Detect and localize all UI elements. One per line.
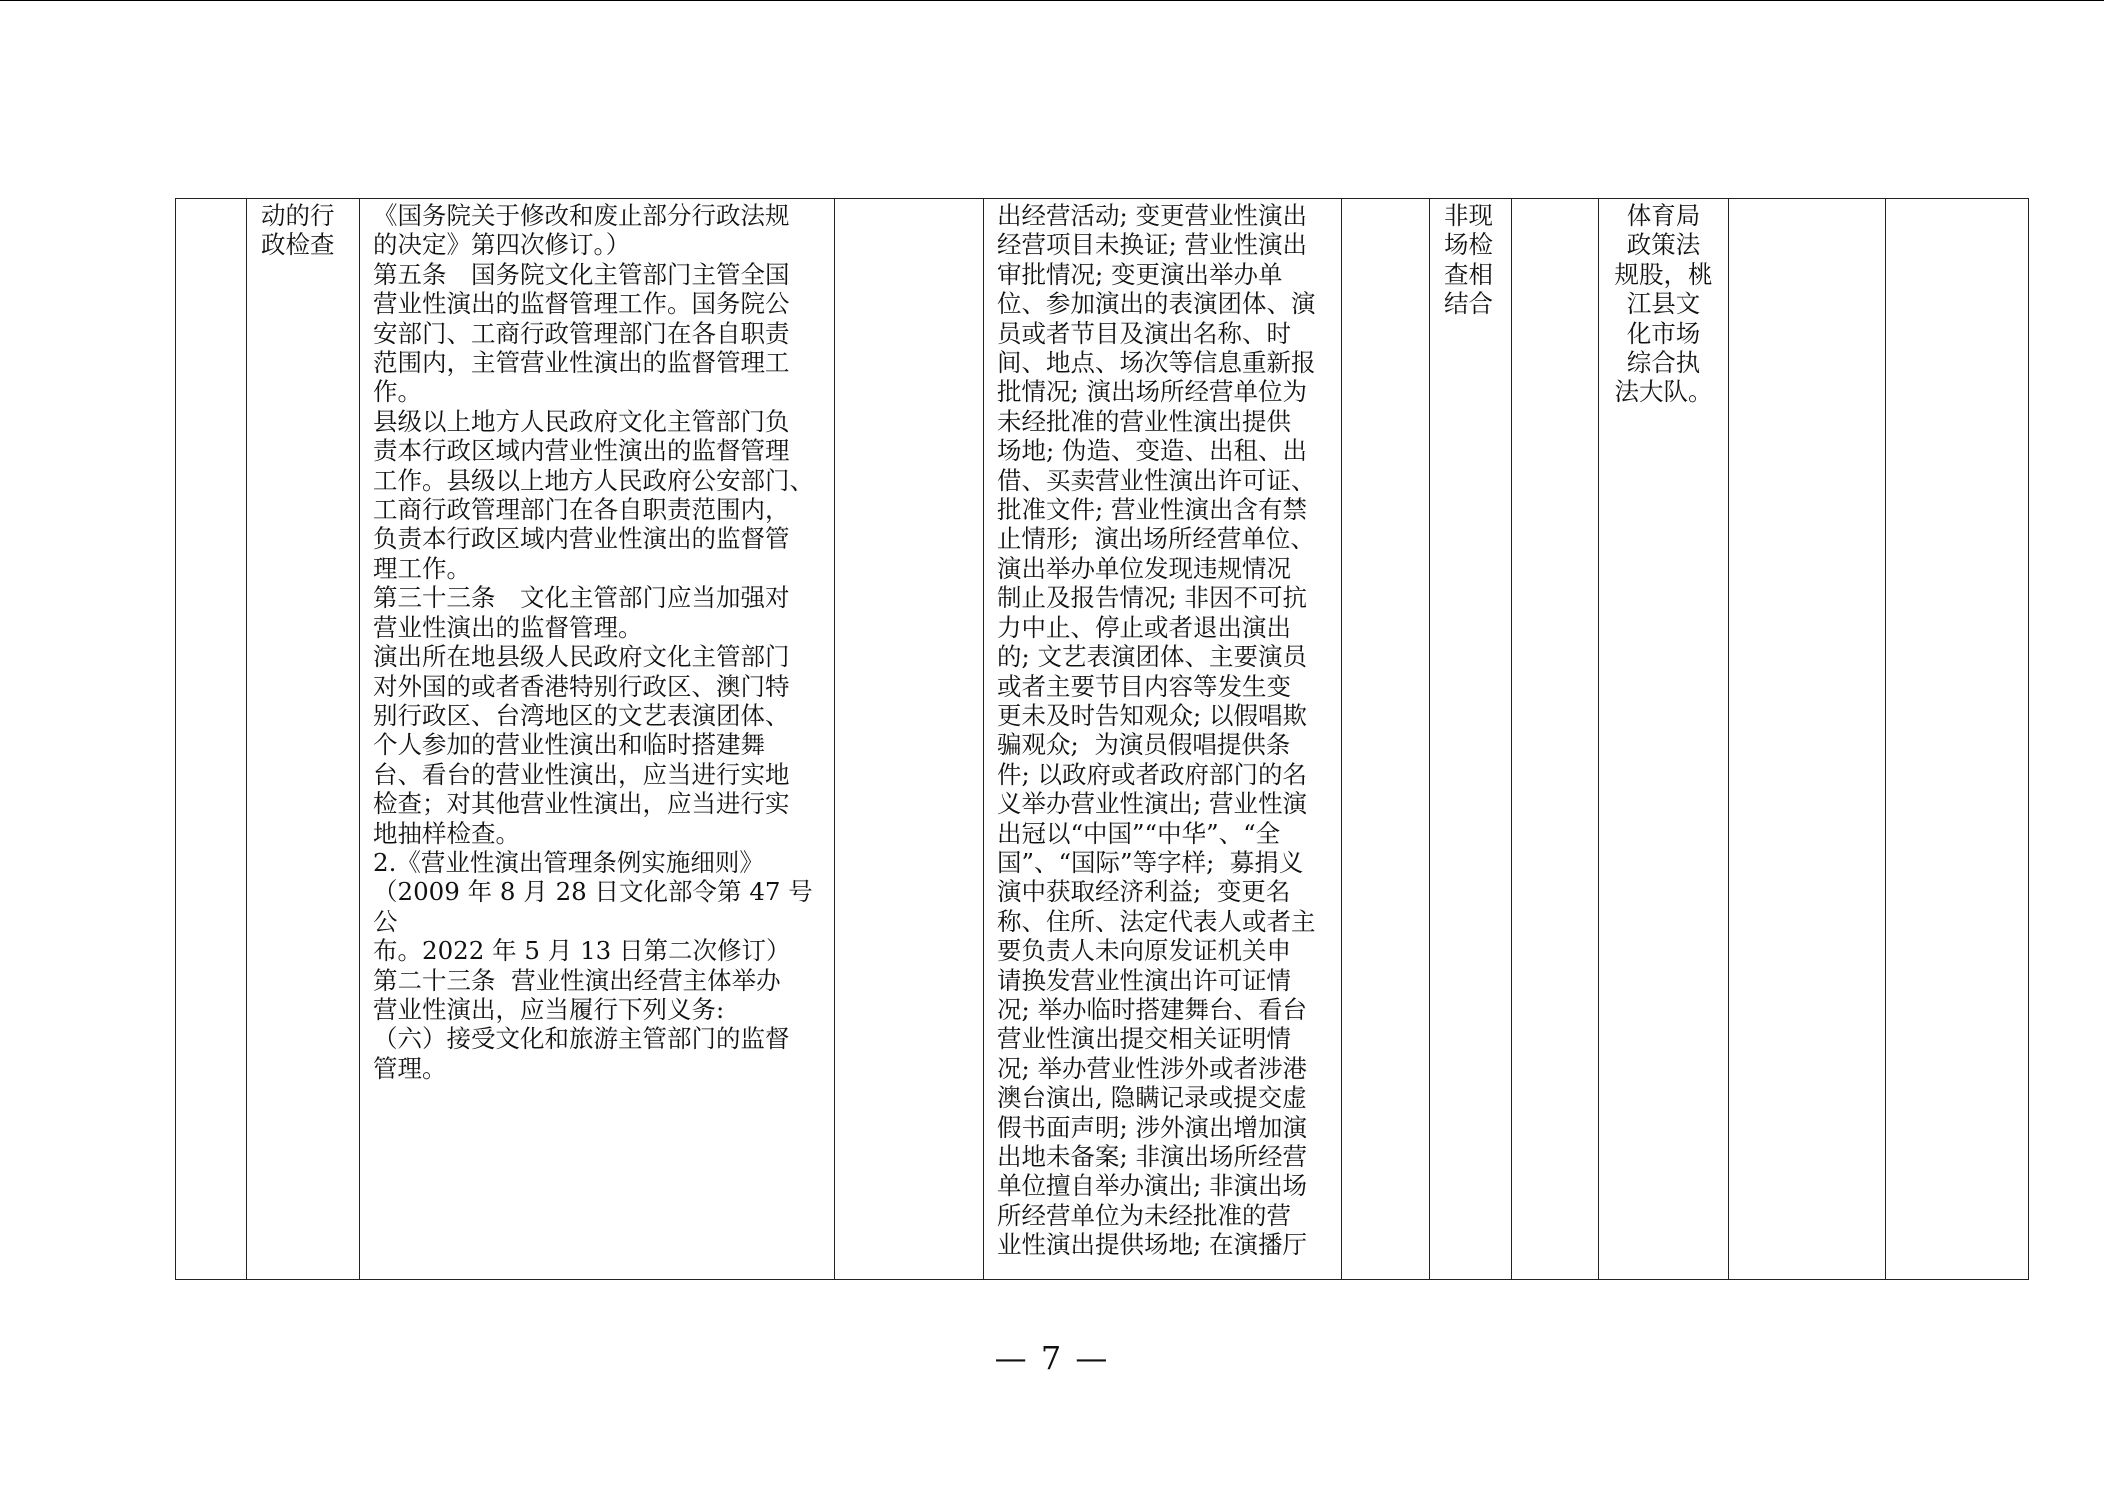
cell-empty-col-11 — [1886, 199, 2029, 1280]
cell-check-content — [984, 199, 1342, 1280]
cell-item-name — [247, 199, 360, 1280]
check-content-text: 出经营活动; 变更营业性演出 经营项目未换证; 营业性演出 审批情况; 变更演出举办单 位、参加演出的表演团体、演 员或者节目及演出名称、时 间、地点、场次等信息重新报 批情况; 演出场所经营单位为 未经批准的营业性演出提供 场地; 伪造、变造、出租、出 借、买卖营业性演出许可证、 批准文件; 营业性演出含有禁 止情形; 演出场所经营单位、 演出举办单位发现违规情况 制止及报告情况; 非因不可抗 力中止、停止或者退出演出 的; 文艺表演团体、主要演员 或者主要节目内容等发生变 更未及时告知观众; 以假唱欺 骗观众; 为演员假唱提供条 件; 以政府或者政府部门的名 义举办营业性演出; 营业性演 出冠以“中国”“中华”、“全 国”、“国际”等字样; 募捐义 演中获取经济利益; 变更名 称、住所、法定代表人或者主 要负责人未向原发证机关申 请换发营业性演出许可证情 况; 举办临时搭建舞台、看台 营业性演出提交相关证明情 况; 举办营业性涉外或者涉港 澳台演出, 隐瞒记录或提交虚 假书面声明; 涉外演出增加演 出地未备案; 非演出场所经营 单位擅自举办演出; 非演出场 所经营单位为未经批准的营 业性演出提供场地; 在演播厅 — [997, 201, 1316, 1260]
page-number: — 7 — — [994, 1339, 1110, 1377]
cell-check-method — [1430, 199, 1512, 1280]
cell-responsible-unit — [1599, 199, 1729, 1280]
cell-serial-number — [176, 199, 247, 1280]
legal-basis-text: 《国务院关于修改和废止部分行政法规 的决定》第四次修订。） 第五条 国务院文化主管部门主管全国 营业性演出的监督管理工作。国务院公 安部门、工商行政管理部门在各自职责 范围内，主管营业性演出的监督管理工 作。 县级以上地方人民政府文化主管部门负 责本行政区域内营业性演出的监督管理 工作。县级以上地方人民政府公安部门、 工商行政管理部门在各自职责范围内， 负责本行政区域内营业性演出的监督管 理工作。 第三十三条 文化主管部门应当加强对 营业性演出的监督管理。 演出所在地县级人民政府文化主管部门 对外国的或者香港特别行政区、澳门特 别行政区、台湾地区的文艺表演团体、 个人参加的营业性演出和临时搭建舞 台、看台的营业性演出，应当进行实地 检查；对其他营业性演出，应当进行实 地抽样检查。 2.《营业性演出管理条例实施细则》 （2009 年 8 月 28 日文化部令第 47 号公 布。2022 年 5 月 13 日第二次修订） 第二十三条 营业性演出经营主体举办 营业性演出，应当履行下列义务: （六）接受文化和旅游主管部门的监督 管理。 — [373, 201, 814, 1083]
page-top-border — [0, 0, 2104, 1]
item-name-text: 动的行 政检查 — [261, 201, 335, 260]
cell-empty-col-4 — [835, 199, 984, 1280]
cell-empty-col-8 — [1512, 199, 1599, 1280]
responsible-unit-text: 体育局 政策法 规股，桃 江县文 化市场 综合执 法大队。 — [1614, 201, 1713, 407]
cell-legal-basis — [360, 199, 835, 1280]
cell-empty-col-10 — [1729, 199, 1886, 1280]
check-method-text: 非现 场检 查相 结合 — [1444, 201, 1493, 319]
cell-empty-col-6 — [1342, 199, 1430, 1280]
document-table — [175, 198, 2029, 1280]
table-row — [176, 199, 2029, 1280]
